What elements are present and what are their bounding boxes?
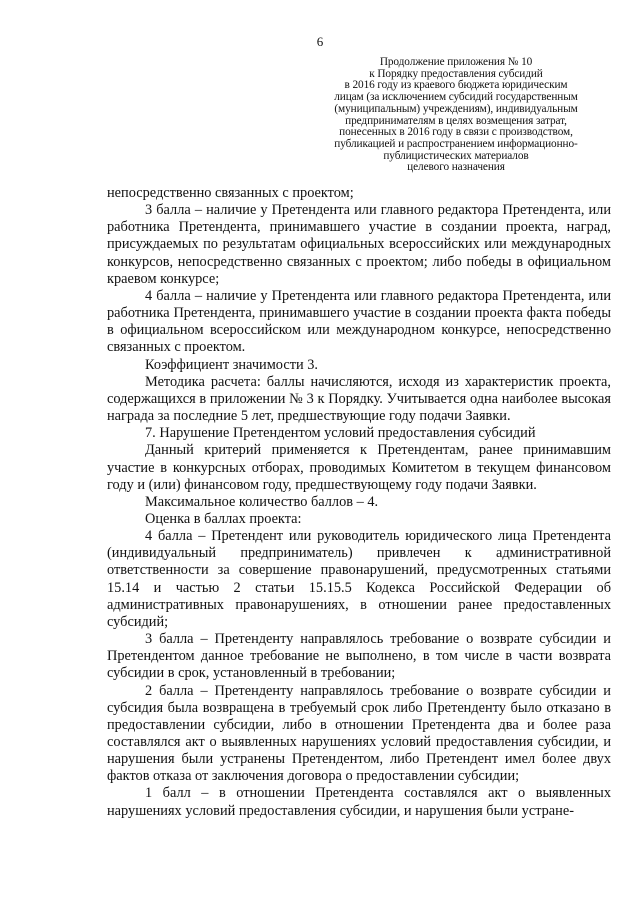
page-number: 6 <box>316 34 324 49</box>
body-paragraph: 3 балла – Претенденту направлялось требование о возврате субсидии и Претендентом данное требование не выполнено, в том числе в части возврата субсидии в срок, установленный в требовании; <box>107 631 611 682</box>
header-line: публицистических материалов <box>383 149 529 162</box>
section-heading: 7. Нарушение Претендентом условий предоставления субсидий <box>145 425 536 442</box>
header-line: (муниципальным) учреждениям), индивидуальным <box>334 102 578 115</box>
body-paragraph: 1 балл – в отношении Претендента составлялся акт о выявленных нарушениях условий предоставления субсидии, и нарушения были устране- <box>107 785 611 819</box>
body-paragraph: Максимальное количество баллов – 4. <box>145 493 379 510</box>
header-line: целевого назначения <box>407 161 505 174</box>
header-line: понесенных в 2016 году в связи с производством, <box>339 126 573 139</box>
header-line: предпринимателям в целях возмещения затрат, <box>345 114 567 127</box>
body-paragraph: 4 балла – Претендент или руководитель юридического лица Претендента (индивидуальный предприниматель) привлечен к административной ответственности за совершение правонарушений, предусмотренных статьями 15.14 и частью 2 статьи 15.15.5 Кодекса Российской Федерации об административных правонарушениях, в отношении ранее предоставленных субсидий; <box>107 528 611 630</box>
body-paragraph: Методика расчета: баллы начисляются, исходя из характеристик проекта, содержащихся в приложении № 3 к Порядку. Учитывается одна наиболее высокая награда за последние 5 лет, предшествующие году подачи Заявки. <box>107 373 611 425</box>
appendix-header <box>296 57 616 174</box>
body-paragraph: 2 балла – Претенденту направлялось требование о возврате субсидии и субсидия была возвращена в требуемый срок либо Претенденту было отказано в предоставлении субсидии, либо в отношении Претендента два и более раза составлялся акт о выявленных нарушениях условий предоставления субсидии, и нарушения были устранены Претендентом, либо Претендент имел более двух фактов отказа от заключения договора о предоставлении субсидии; <box>107 682 611 785</box>
body-paragraph: Данный критерий применяется к Претендентам, ранее принимавшим участие в конкурсных отборах, проводимых Комитетом в текущем финансовом году и (или) финансовом году, предшествующему году подачи Заявки. <box>107 442 611 493</box>
header-line: лицам (за исключением субсидий государственным <box>334 91 578 104</box>
body-paragraph: непосредственно связанных с проектом; <box>107 185 354 201</box>
header-line: к Порядку предоставления субсидий <box>369 67 543 80</box>
body-paragraph: 4 балла – наличие у Претендента или главного редактора Претендента, или работника Претендента, принимавшего участие в создании проекта факта победы в официальном всероссийском или международном конкурсе, непосредственно связанных с проектом. <box>107 287 611 356</box>
document-body <box>107 185 611 820</box>
body-paragraph: 3 балла – наличие у Претендента или главного редактора Претендента, или работника Претендента, принимавшего участие в создании проекта, наград, присуждаемых по результатам официальных всероссийских или международных конкурсов, непосредственно связанных с проектом; либо победы в официальном краевом конкурсе; <box>107 202 611 287</box>
header-line: публикацией и распространением информационно- <box>334 137 578 150</box>
body-paragraph: Оценка в баллах проекта: <box>145 510 302 527</box>
body-paragraph: Коэффициент значимости 3. <box>145 356 318 373</box>
header-line: в 2016 году из краевого бюджета юридическим <box>344 79 568 92</box>
header-line: Продолжение приложения № 10 <box>379 56 533 68</box>
